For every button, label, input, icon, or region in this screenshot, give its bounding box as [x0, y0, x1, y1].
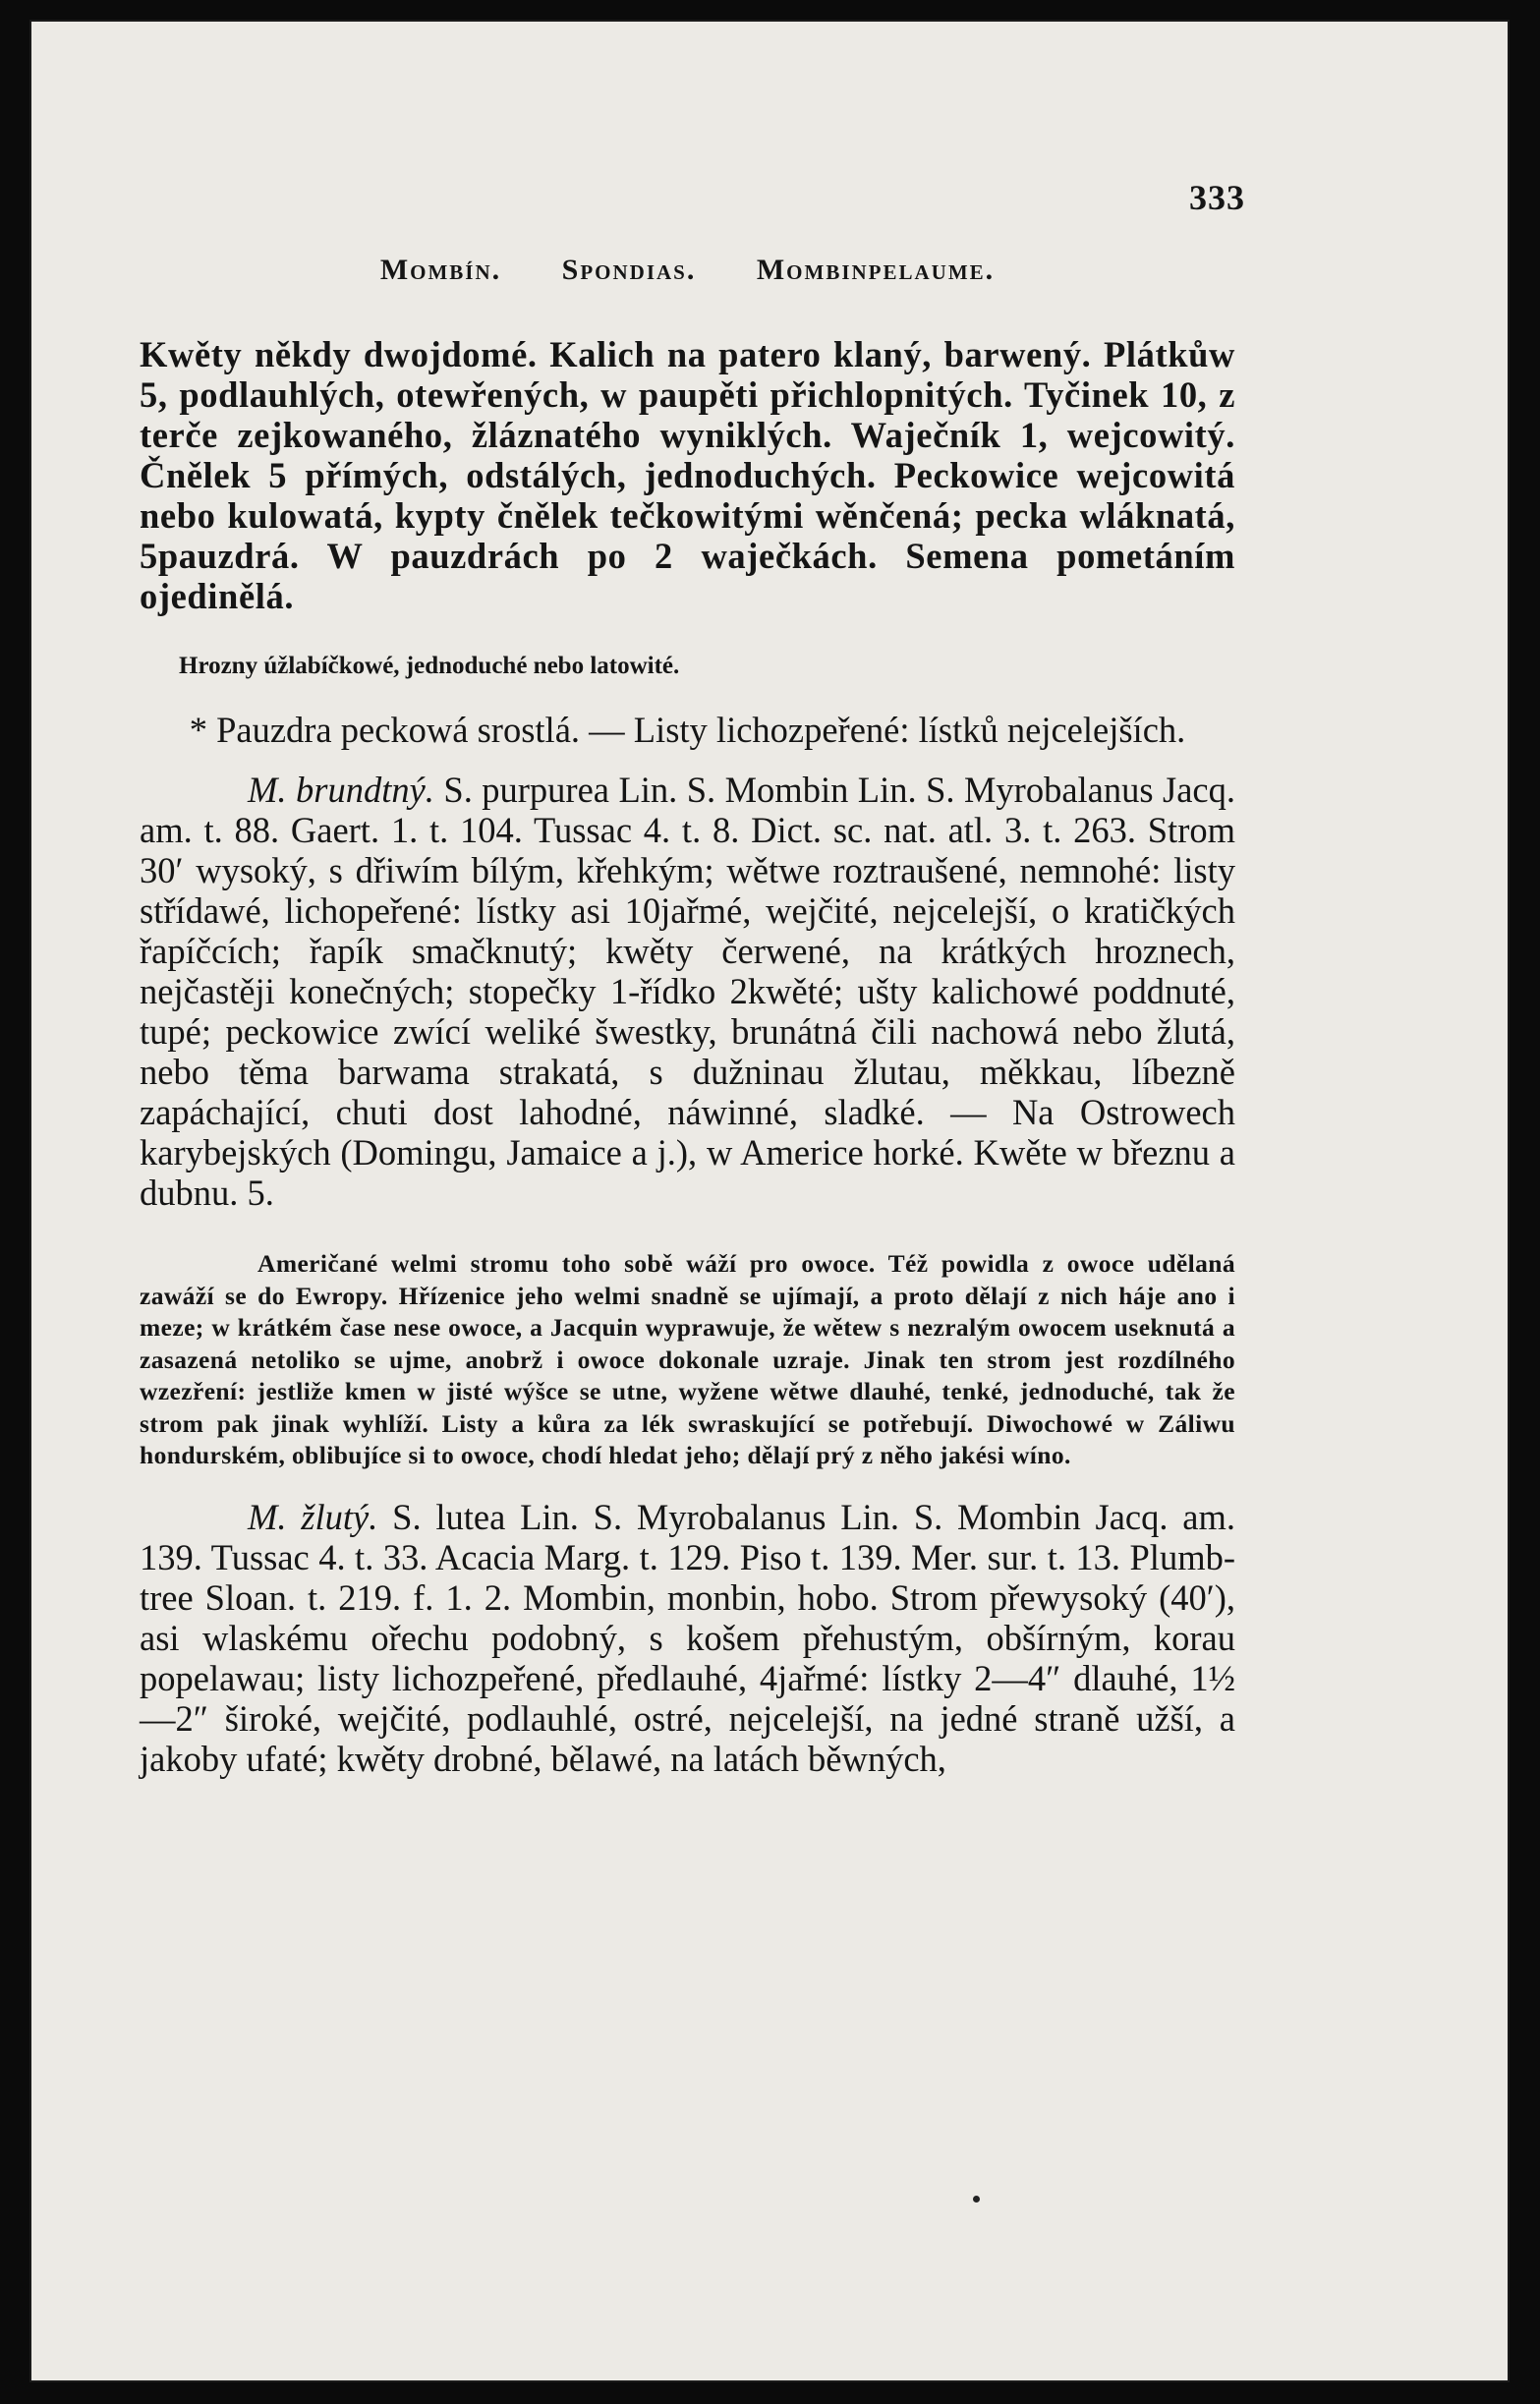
book-page: [31, 22, 1508, 2380]
species-entry-2: [140, 1497, 1235, 1779]
species-2-synonyms: S. lutea Lin. S. Myrobalanus Lin. S. Mombin Jacq. am. 139. Tussac 4. t. 33. Acacia Marg. t. 129. Piso t. 139. Mer. sur. t. 13. Plumb-tree Sloan. t. 219. f. 1. 2. Mombin, monbin, hobo.: [140, 1497, 1236, 1618]
genus-note: Hrozny úžlabíčkowé, jednoduché nebo latowité.: [179, 652, 680, 679]
ink-dot: [973, 2196, 980, 2203]
species-entry-1: [140, 770, 1235, 1213]
running-head-left: Mombín.: [379, 254, 502, 286]
species-2-name: M. žlutý.: [248, 1497, 378, 1537]
species-1-synonyms: S. purpurea Lin. S. Mombin Lin. S. Myrobalanus Jacq. am. t. 88. Gaert. 1. t. 104. Tussac 4. t. 8. Dict. sc. nat. atl. 3. t. 263.: [140, 769, 1236, 850]
running-head-right: Mombinpelaume.: [756, 254, 996, 286]
running-head: [140, 254, 1235, 287]
page-number: 333: [1189, 178, 1245, 217]
species-1-description: Strom 30′ wysoký, s dřiwím bílým, křehkým; wětwe roztraušené, nemnohé: listy střídawé, lichopeřené: lístky asi 10jařmé, wejčité, nejcelejší, o kratičkých řapíčcích; řapík smačknutý; kwěty čerwené, na krátkých hroznech, nejčastěji konečných; stopečky 1-řídko 2kwěté; ušty kalichowé poddnuté, tupé; peckowice zwící weliké šwestky, brunátná čili nachowá nebo žlutá, nebo těma barwama strakatá, s dužninau žlutau, měkkau, líbezně zapáchající, chuti dost lahodné, náwinné, sladké. — Na Ostrowech karybejských (Domingu, Jamaice a j.), w Americe horké. Kwěte w březnu a dubnu.: [140, 809, 1235, 1213]
species-1-name: M. brundtný.: [248, 769, 434, 810]
species-1-note: Američané welmi stromu toho sobě wáží pro owoce. Též powidla z owoce udělaná zawáží se do Ewropy. Hřízenice jeho welmi snadně se ujímají, a proto dělají z nich háje ano i meze; w krátkém čase nese owoce, a Jacquin wyprawuje, že wětew s nezralým owocem useknutá a zasazená netoliko se ujme, anobrž i owoce dokonale uzraje. Jinak ten strom jest rozdílného wzezření: jestliže kmen w jisté wýšce se utne, wyžene wětwe dlauhé, tenké, jednoduché, tak že strom pak jinak wyhlíží. Listy a kůra za lék swraskující se potřebují. Diwochowé w Záliwu hondurském, oblibujíce si to owoce, chodí hledat jeho; dělají prý z něho jakési wíno.: [140, 1249, 1235, 1469]
running-head-center: Spondias.: [561, 254, 697, 286]
page-content: [140, 159, 1245, 1815]
section-heading: * Pauzdra peckowá srostlá. — Listy lichozpeřené: lístků nejcelejších.: [189, 709, 1186, 750]
lifespan-symbol: 5.: [247, 1172, 274, 1213]
species-2-description: Strom přewysoký (40′), asi wlaskému ořechu podobný, s košem přehustým, obšírným, korau popelawau; listy lichozpeřené, předlauhé, 4jařmé: lístky 2—4″ dlauhé, 1½—2″ široké, wejčité, podlauhlé, ostré, nejcelejší, na jedné straně užší, a jakoby ufaté; kwěty drobné, bělawé, na latách běwných,: [140, 1577, 1236, 1779]
genus-description: Kwěty někdy dwojdomé. Kalich na patero klaný, barwený. Plátkůw 5, podlauhlých, otewřených, w paupěti přichlopnitých. Tyčinek 10, z terče zejkowaného, žláznatého wyniklých. Waječník 1, wejcowitý. Čnělek 5 přímých, odstálých, jednoduchých. Peckowice wejcowitá nebo kulowatá, kypty čnělek tečkowitými wěnčená; pecka wláknatá, 5pauzdrá. W pauzdrách po 2 waječkách. Semena pometáním ojedinělá.: [140, 334, 1235, 616]
